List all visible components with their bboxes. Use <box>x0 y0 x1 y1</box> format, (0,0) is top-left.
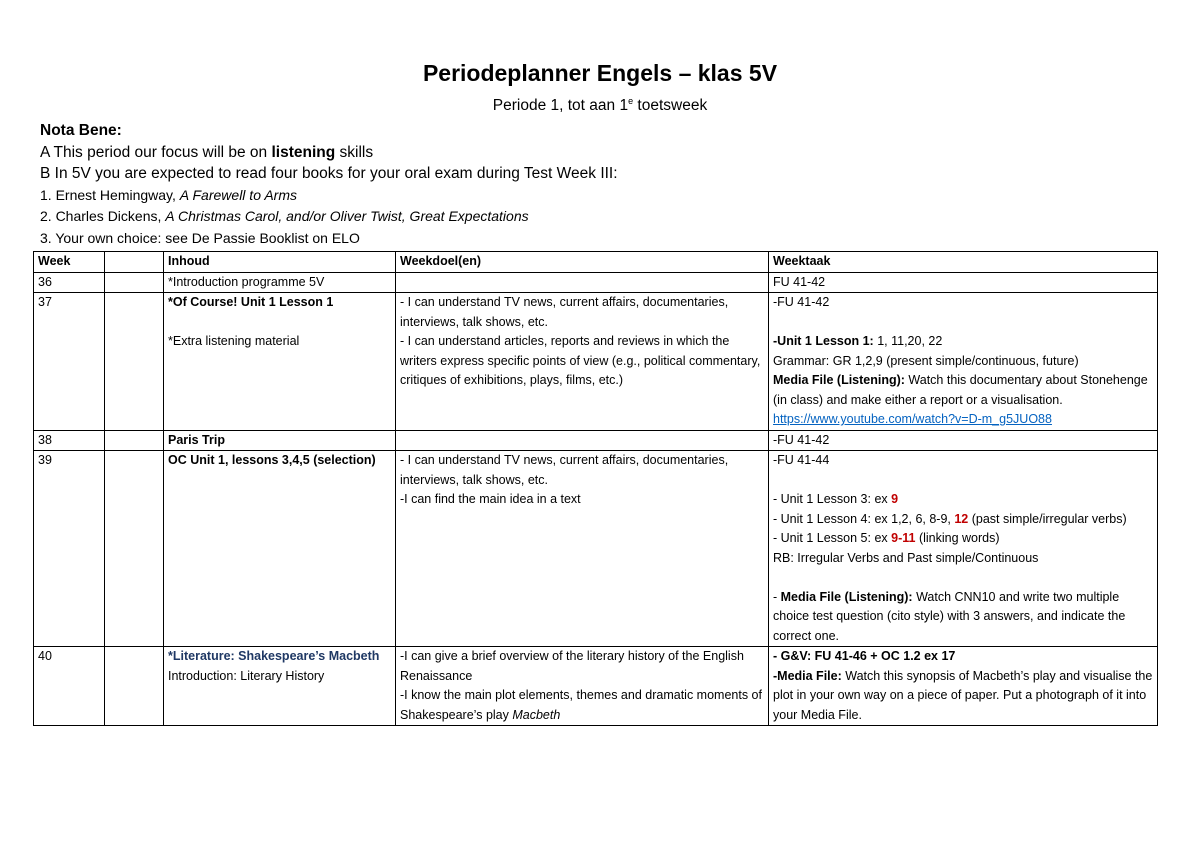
task-item <box>773 510 1153 530</box>
task-label: -Media File: <box>773 668 842 683</box>
weekdoel-cell <box>396 430 769 451</box>
inhoud-cell: Paris Trip <box>164 430 396 451</box>
task-label: -Unit 1 Lesson 1: <box>773 334 874 348</box>
blank-cell <box>105 647 164 726</box>
table-row <box>34 293 1158 431</box>
subtitle-text: Periode 1, tot aan 1 <box>492 97 629 115</box>
subtitle-suffix: toetsweek <box>633 97 708 115</box>
task-text: Watch this synopsis of Macbeth’s play and visualise the plot in your own way on a piece of paper. Put a photograph of it into your Media File. <box>773 668 1153 722</box>
blank-cell <box>105 451 164 647</box>
weektaak-cell: -FU 41-42 <box>769 430 1158 451</box>
header-blank <box>105 252 164 273</box>
spacer <box>773 568 1153 588</box>
inhoud-extra: Introduction: Literary History <box>168 668 325 683</box>
header-inhoud: Inhoud <box>164 252 396 273</box>
task-text: (past simple/irregular verbs) <box>968 511 1127 526</box>
page-title: Periodeplanner Engels – klas 5V <box>422 60 778 86</box>
goal-item: -I can give a brief overview of the literary history of the English Renaissance <box>400 649 744 683</box>
blank-cell <box>105 430 164 451</box>
goal-item: -I can find the main idea in a text <box>400 492 581 506</box>
inhoud-title: *Of Course! Unit 1 Lesson 1 <box>168 295 334 309</box>
task-item: - G&V: FU 41-46 + OC 1.2 ex 17 <box>773 649 956 663</box>
task-text: Watch CNN10 and write two multiple choice test question (cito style) with 3 answers, and indicate the correct one. <box>773 589 1126 643</box>
weektaak-cell: FU 41-42 <box>769 272 1158 293</box>
weektaak-cell <box>769 647 1158 726</box>
task-text: (linking words) <box>915 531 1000 545</box>
task-item: RB: Irregular Verbs and Past simple/Continuous <box>773 550 1039 565</box>
inhoud-extra: *Extra listening material <box>168 334 300 348</box>
book-2-title: A Christmas Carol, and/or Oliver Twist, Great Expectations <box>165 208 529 224</box>
task-item: -FU 41-44 <box>773 453 830 467</box>
task-label: Media File (Listening): <box>773 373 905 387</box>
inhoud-cell: *Introduction programme 5V <box>164 272 396 293</box>
week-cell: 38 <box>34 430 105 451</box>
note-a-text: A This period our focus will be on <box>40 143 272 161</box>
task-item: -FU 41-42 <box>773 295 830 309</box>
note-line-a <box>40 142 618 164</box>
goal-item <box>400 686 764 725</box>
week-cell: 39 <box>34 451 105 647</box>
task-text: - <box>773 589 781 604</box>
weektaak-cell <box>769 451 1158 647</box>
table-row <box>34 430 1158 451</box>
inhoud-cell: OC Unit 1, lessons 3,4,5 (selection) <box>164 451 396 647</box>
week-cell: 36 <box>34 272 105 293</box>
task-item <box>773 529 1153 549</box>
task-item <box>773 588 1153 647</box>
table-header-row <box>34 252 1158 273</box>
task-text: 1, 11,20, 22 <box>873 334 943 348</box>
task-item <box>773 490 1153 510</box>
spacer <box>773 471 1153 491</box>
note-a-suffix: skills <box>335 143 374 161</box>
blank-cell <box>105 293 164 431</box>
page-subtitle <box>0 96 1200 115</box>
weekdoel-cell <box>396 293 769 431</box>
weekdoel-cell <box>396 451 769 647</box>
weekdoel-cell <box>396 272 769 293</box>
task-highlight: 12 <box>954 511 969 526</box>
goal-item: - I can understand articles, reports and reviews in which the writers express specific points of view (e.g., political commentary, critiques of exhibitions, plays, films, etc.) <box>400 334 761 387</box>
book-2 <box>40 206 618 228</box>
header-weekdoel: Weekdoel(en) <box>396 252 769 273</box>
nota-bene-block <box>40 120 618 249</box>
week-cell: 40 <box>34 647 105 726</box>
task-item <box>773 332 1153 352</box>
goal-item: - I can understand TV news, current affairs, documentaries, interviews, talk shows, etc. <box>400 295 729 329</box>
book-1 <box>40 185 618 207</box>
task-text: Watch this documentary about Stonehenge (in class) and make either a report or a visualisation. <box>773 373 1148 407</box>
goal-play-title: Macbeth <box>512 707 561 722</box>
note-a-bold: listening <box>271 143 336 161</box>
book-3: 3. Your own choice: see De Passie Booklist on ELO <box>40 229 360 246</box>
book-2-author: 2. Charles Dickens, <box>40 208 166 224</box>
task-highlight: 9-11 <box>891 531 916 545</box>
task-label: Media File (Listening): <box>780 589 913 604</box>
table-row <box>34 647 1158 726</box>
subtitle-superscript: e <box>628 96 634 106</box>
task-text: - Unit 1 Lesson 4: ex 1,2, 6, 8-9, <box>773 511 955 526</box>
goal-item: - I can understand TV news, current affairs, documentaries, interviews, talk shows, etc. <box>400 453 729 487</box>
header-week: Week <box>34 252 105 273</box>
task-text: - Unit 1 Lesson 5: ex <box>773 531 892 545</box>
blank-cell <box>105 272 164 293</box>
inhoud-cell <box>164 293 396 431</box>
task-text: - Unit 1 Lesson 3: ex <box>773 492 892 506</box>
nota-bene-heading: Nota Bene: <box>40 122 122 139</box>
task-item: Grammar: GR 1,2,9 (present simple/continuous, future) <box>773 353 1079 368</box>
inhoud-cell <box>164 647 396 726</box>
weektaak-cell <box>769 293 1158 431</box>
inhoud-title: *Literature: Shakespeare’s Macbeth <box>168 649 380 663</box>
goal-text: -I know the main plot elements, themes and dramatic moments of Shakespeare’s play <box>400 688 762 722</box>
weekdoel-cell <box>396 647 769 726</box>
header-weektaak: Weektaak <box>769 252 1158 273</box>
spacer <box>168 313 391 333</box>
week-cell: 37 <box>34 293 105 431</box>
note-line-b: B In 5V you are expected to read four books for your oral exam during Test Week III: <box>40 165 618 182</box>
book-1-author: 1. Ernest Hemingway, <box>40 186 180 203</box>
table-row <box>34 272 1158 293</box>
spacer <box>773 313 1153 333</box>
task-highlight: 9 <box>891 492 899 506</box>
task-item <box>773 667 1153 726</box>
planner-table <box>33 251 1158 726</box>
book-1-title: A Farewell to Arms <box>179 186 298 203</box>
youtube-link[interactable]: https://www.youtube.com/watch?v=D-m_g5JUO88 <box>773 412 1052 426</box>
table-row <box>34 451 1158 647</box>
task-item <box>773 371 1153 430</box>
